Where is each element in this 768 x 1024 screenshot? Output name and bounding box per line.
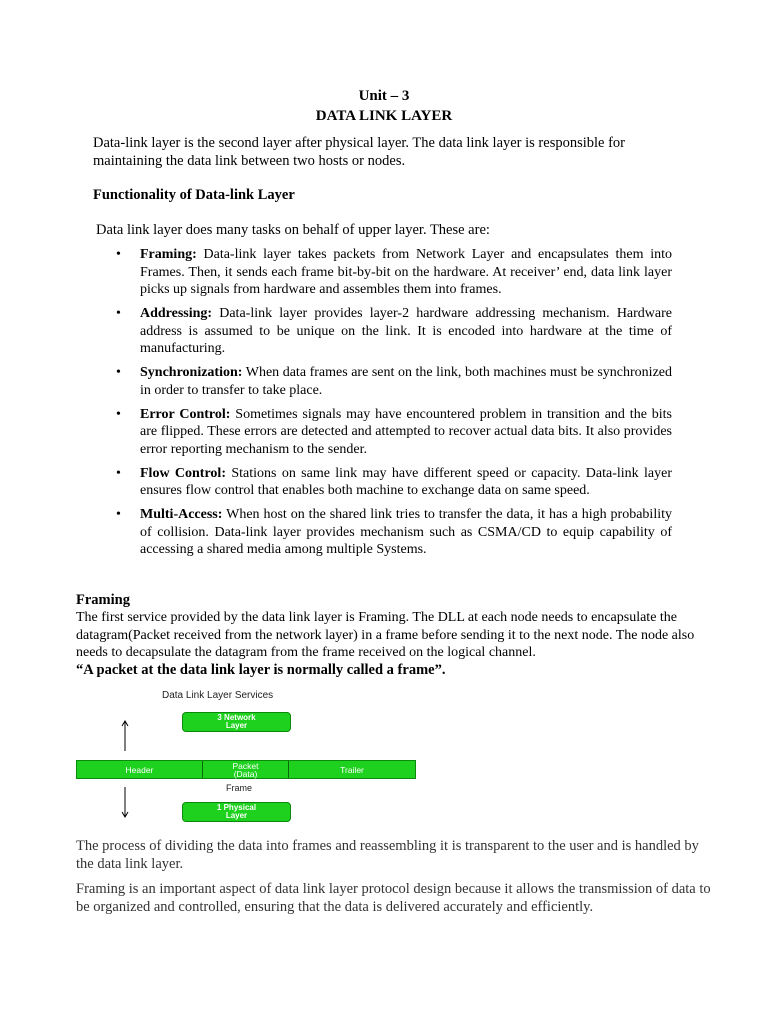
frame-header-label: Header: [125, 764, 154, 775]
list-item-addressing: [116, 305, 672, 358]
network-layer-box: [182, 712, 291, 732]
network-box-line2: Layer: [225, 721, 248, 730]
bullet-icon: •: [116, 465, 121, 481]
bullet-icon: •: [116, 306, 121, 321]
list-item-error-control: [116, 406, 672, 459]
list-item-text: Data-link layer takes packets from Network Layer and encapsulates them into Frames. Then, it sends each frame bit-by-bit on the hardware. At receiver’ end, data link layer picks up signals from hardware and assembles them into frames.: [140, 247, 672, 297]
title-block: [0, 86, 768, 126]
list-item-synchronization: [116, 364, 672, 399]
arrow-down-icon: [120, 786, 130, 818]
list-item-multi-access: [116, 506, 672, 559]
closing-paragraph-1: The process of dividing the data into frames and reassembling it is transparent to the user and is handled by the data link layer.: [76, 838, 699, 872]
list-item-text: When host on the shared link tries to transfer the data, it has a high probability of collision. Data-link layer provides mechanism such as CSMA/CD to equip capability of accessing a shared media among multiple Systems.: [140, 507, 672, 557]
list-item-term: Framing:: [140, 247, 197, 262]
page-title: DATA LINK LAYER: [315, 108, 453, 124]
physical-box-line1: 1 Physical: [216, 802, 257, 812]
physical-box-line2: Layer: [225, 811, 248, 820]
frame-packet-segment: [203, 761, 289, 778]
bullet-icon: •: [116, 247, 121, 262]
list-item-text: Stations on same link may have different speed or capacity. Data-link layer ensures flow control that enables both machine to exchange data on same speed.: [140, 465, 673, 498]
functionality-intro: Data link layer does many tasks on behalf of upper layer. These are:: [96, 222, 490, 238]
frame-trailer-label: Trailer: [340, 764, 364, 775]
functionality-heading: Functionality of Data-link Layer: [93, 187, 295, 203]
frame-trailer-segment: [289, 761, 415, 778]
diagram-title: Data Link Layer Services: [162, 690, 274, 701]
list-item-term: Addressing:: [140, 306, 213, 321]
closing-paragraph-2: Framing is an important aspect of data link layer protocol design because it allows the transmission of data to be organized and controlled, ensuring that the data is delivered accurately and efficiently.: [76, 881, 711, 915]
list-item-term: Error Control:: [140, 406, 231, 422]
intro-paragraph: Data-link layer is the second layer after physical layer. The data link layer is responsible for maintaining the data link between two hosts or nodes.: [93, 135, 626, 169]
bullet-icon: •: [116, 507, 121, 522]
network-box-line1: 3 Network: [217, 712, 256, 722]
arrow-up-icon: [120, 720, 130, 752]
frame-header-segment: [77, 761, 203, 778]
list-item-term: Synchronization:: [140, 365, 243, 380]
framing-quote: “A packet at the data link layer is normally called a frame”.: [76, 661, 446, 678]
frame-bar: [76, 760, 416, 779]
unit-label: Unit – 3: [358, 88, 410, 104]
list-item-term: Flow Control:: [140, 465, 226, 481]
list-item-text: When data frames are sent on the link, both machines must be synchronized in order to transfer to take place.: [140, 365, 672, 398]
list-item-flow-control: [116, 465, 672, 500]
list-item-framing: [116, 246, 672, 299]
framing-heading: Framing: [76, 592, 130, 608]
list-item-text: Sometimes signals may have encountered problem in transition and the bits are flipped. These errors are detected and attempted to recover actual data bits. It also provides error reporting mechanism to the sender.: [140, 406, 673, 457]
frame-packet-label-line1: Packet: [232, 760, 259, 771]
functionality-list: [116, 246, 672, 565]
data-link-diagram: [76, 690, 421, 826]
bullet-icon: •: [116, 406, 121, 422]
bullet-icon: •: [116, 365, 121, 380]
frame-packet-label-line2: (Data): [233, 768, 258, 779]
list-item-text: Data-link layer provides layer-2 hardware addressing mechanism. Hardware address is assumed to be unique on the link. It is encoded into hardware at the time of manufacturing.: [140, 306, 672, 356]
physical-layer-box: [182, 802, 291, 822]
list-item-term: Multi-Access:: [140, 507, 223, 522]
framing-paragraph: [76, 609, 706, 679]
frame-label: Frame: [226, 783, 253, 793]
framing-body: The first service provided by the data link layer is Framing. The DLL at each node needs to encapsulate the datagram(Packet received from the network layer) in a frame before sending it to the next node. The node also needs to decapsulate the datagram from the frame received on the logical channel.: [76, 610, 695, 660]
